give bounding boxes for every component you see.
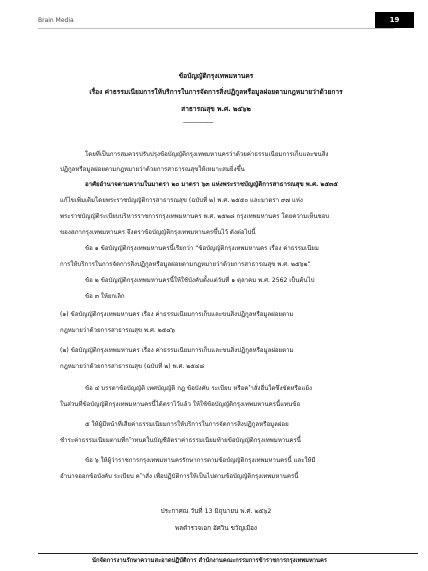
body-line: ของสภากรุงเทพมหานคร จึงตราข้อบัญญัติกรุงเทพมหานครขึ้นไว้ ดังต่อไปนี้ — [60, 229, 256, 236]
body-line: โดยที่เป็นการสมควรปรับปรุงข้อบัญญัติกรุงเทพมหานครว่าด้วยค่าธรรมเนียมการเก็บและขนสิ่ง — [85, 151, 329, 158]
body-line: (๑) ข้อบัญญัติกรุงเทพมหานคร เรื่อง ค่าธรรมเนียมการเก็บและขนสิ่งปฏิกูลหรือมูลฝอยตาม — [60, 311, 294, 318]
body-line: ชำระค่าธรรมเนียมตามที่ก ำหนดในบัญชีอัตราค่าธรรมเนียมท้ายข้อบัญญัติกรุงเทพมหานครนี้ — [60, 437, 301, 444]
body-line: กฎหมายว่าด้วยการสาธารณสุข พ.ศ. ๒๕๔๖ — [60, 327, 175, 334]
footer-rule — [38, 553, 418, 554]
body-line: กฎหมายว่าด้วยการสาธารณสุข (ฉบับที่ ๒) พ.ศ. ๒๕๔๘ — [60, 363, 205, 370]
body-line: (๒) ข้อบัญญัติกรุงเทพมหานคร เรื่อง ค่าธรรมเนียมการเก็บและขนสิ่งปฏิกูลหรือมูลฝอยตาม — [60, 347, 294, 354]
running-header-source: Brain Media — [38, 17, 74, 24]
body-line: การให้บริการในการจัดการสิ่งปฏิกูลหรือมูลฝอยตามกฎหมายว่าด้วยการสาธารณสุข พ.ศ. ๒๕๖๒” — [60, 261, 311, 268]
footer-affiliation: นักจัดการงานรักษาความสะอาดปฏิบัติการ สำนักงานคณะกรรมการข้าราชการกรุงเทพมหานคร — [92, 558, 327, 564]
header-rule — [38, 28, 394, 29]
page-number-badge: 19 — [375, 12, 414, 28]
body-line: ในส่วนที่ข้อบัญญัติกรุงเทพมหานครนี้ได้ตราไว้แล้ว ให้ใช้ข้อบัญญัติกรุงเทพมหานครนี้แทนข้อ — [60, 401, 301, 408]
body-line: ข้อ ๑ ข้อบัญญัติกรุงเทพมหานครนี้เรียกว่า “ข้อบัญญัติกรุงเทพมหานคร เรื่อง ค่าธรรมเนียม — [85, 245, 319, 252]
document-title-line-3: สาธารณสุข พ.ศ. ๒๕๖๒ — [181, 105, 251, 113]
document-title-line-1: ข้อบัญญัติกรุงเทพมหานคร — [178, 72, 254, 80]
body-line: อำนาจออกข้อบังคับ ระเบียบ ค ำสั่ง เพื่อปฏิบัติการให้เป็นไปตามข้อบัญญัติกรุงเทพมหานครนี้ — [60, 473, 299, 480]
body-line: ข้อ ๒ ข้อบัญญัติกรุงเทพมหานครนี้ให้ใช้บังคับตั้งแต่วันที่ ๑ ตุลาคม พ.ศ. 2562 เป็นต้นไป — [85, 277, 315, 284]
body-line: ข้อ ๖ ให้ผู้ว่าราชการกรุงเทพมหานครรักษาการตามข้อบัญญัติกรุงเทพมหานครนี้ และให้มี — [85, 457, 316, 464]
document-title-line-2: เรื่อง ค่าธรรมเนียมการให้บริการในการจัดการสิ่งปฏิกูลหรือมูลฝอยตามกฎหมายว่าด้วยการ — [89, 88, 343, 96]
body-line: ปฏิกูลหรือมูลฝอยตามกฎหมายว่าด้วยการสาธารณสุขให้เหมาะสมยิ่งขึ้น — [60, 166, 245, 173]
proclamation-date: ประกาศณ วันที่ 13 มิถุนายน พ.ศ. ๒๕๖2 — [160, 508, 272, 515]
body-line: อาศัยอำนาจตามความในมาตรา ๒๐ มาตรา ๖๓ แห่งพระราชบัญญัติการสาธารณสุข พ.ศ. ๒๕๓๕ — [85, 181, 338, 188]
body-line: ๕ ให้ผู้มีหน้าที่เสียค่าธรรมเนียมการให้บริการในการจัดการสิ่งปฏิกูลหรือมูลฝอย — [85, 421, 289, 428]
body-line: แก้ไขเพิ่มเติมโดยพระราชบัญญัติการสาธารณสุข (ฉบับที่ ๒) พ.ศ. ๒๕๕๐ และมาตรา ๙๗ แห่ง — [60, 197, 303, 204]
body-line: ข้อ ๔ บรรดาข้อบัญญัติ เทศบัญญัติ กฎ ข้อบังคับ ระเบียบ หรือค ำสั่งอื่นใดซึ่งขัดหรือแย้ง — [85, 385, 312, 392]
body-line: พระราชบัญญัติระเบียบบริหารราชการกรุงเทพมหานคร พ.ศ. ๒๕๒๘ กรุงเทพมหานคร โดยความเห็นชอบ — [60, 213, 330, 220]
signatory-name: พลตำรวจเอก อัศวิน ขวัญเมือง — [175, 525, 257, 532]
body-line: ข้อ ๓ ให้ยกเลิก — [85, 293, 125, 300]
